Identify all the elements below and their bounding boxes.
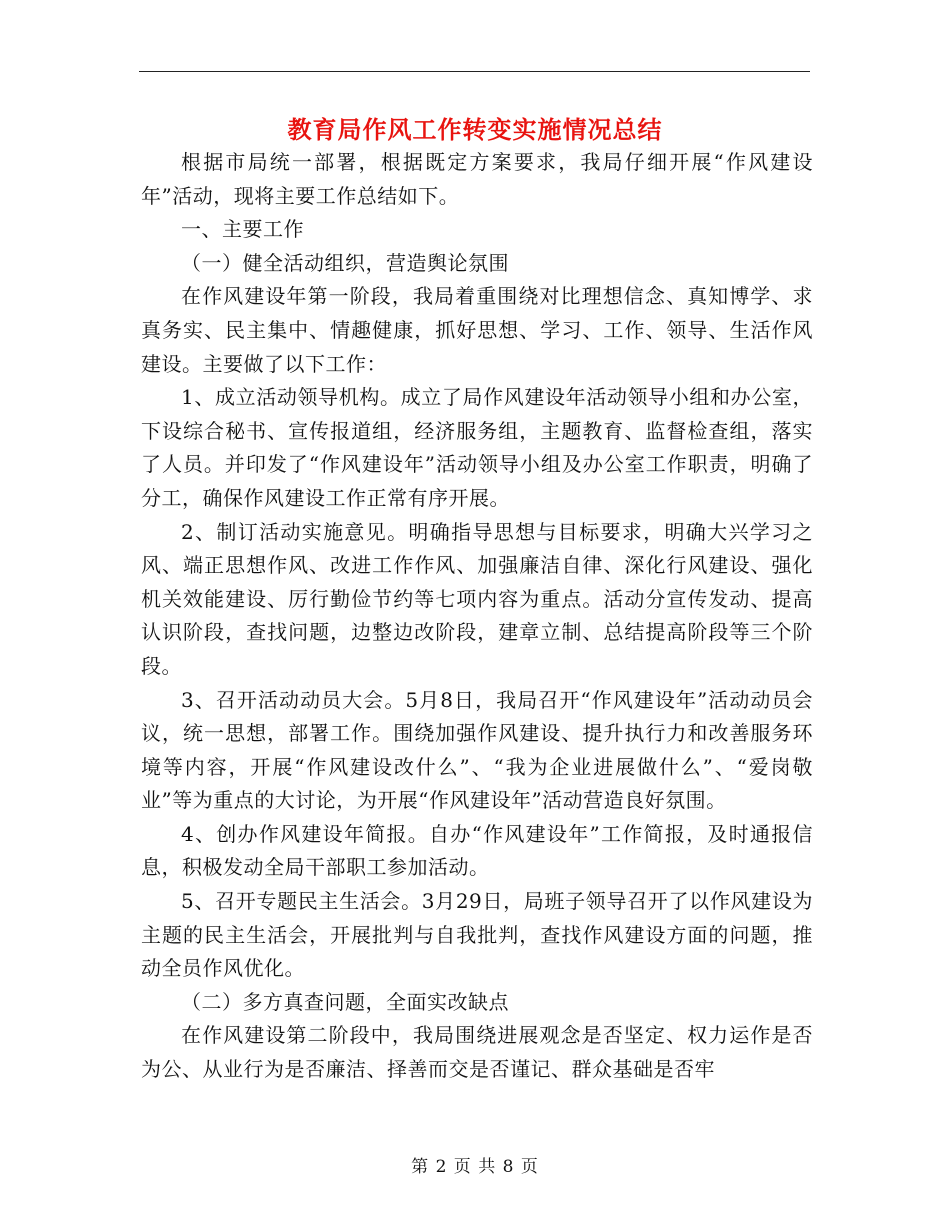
section-heading: 一、主要工作: [181, 217, 304, 242]
page-number: 第 2 页 共 8 页: [411, 1157, 539, 1177]
list-item: 5、召开专题民主生活会。3月29日，局班子领导召开了以作风建设为主题的民主生活会，开展批判与自我批判，查找作风建设方面的问题，推动全员作风优化。: [141, 889, 813, 981]
list-item: 2、制订活动实施意见。明确指导思想与目标要求，明确大兴学习之风、端正思想作风、改进工作作风、加强廉洁自律、深化行风建设、强化机关效能建设、厉行勤俭节约等七项内容为重点。活动分宣传发动、提高认识阶段，查找问题，边整边改阶段，建章立制、总结提高阶段等三个阶段。: [141, 519, 813, 678]
list-item: 1、成立活动领导机构。成立了局作风建设年活动领导小组和办公室，下设综合秘书、宣传报道组，经济服务组，主题教育、监督检查组，落实了人员。并印发了“作风建设年”活动领导小组及办公室工作职责，明确了分工，确保作风建设工作正常有序开展。: [141, 385, 813, 510]
list-item: 3、召开活动动员大会。5月8日，我局召开“作风建设年”活动动员会议，统一思想，部署工作。围绕加强作风建设、提升执行力和改善服务环境等内容，开展“作风建设改什么”、“我为企业进展做什么”、“爱岗敬业”等为重点的大讨论，为开展“作风建设年”活动营造良好氛围。: [141, 687, 813, 813]
document-title: 教育局作风工作转变实施情况总结: [287, 115, 663, 144]
header-rule: [139, 71, 810, 72]
subsection-heading: （一）健全活动组织，营造舆论氛围: [181, 250, 509, 275]
paragraph: 在作风建设年第一阶段，我局着重围绕对比理想信念、真知博学、求真务实、民主集中、情趣健康，抓好思想、学习、工作、领导、生活作风建设。主要做了以下工作：: [141, 284, 813, 376]
document-body: [141, 146, 813, 1087]
paragraph: 根据市局统一部署，根据既定方案要求，我局仔细开展“作风建设年”活动，现将主要工作总结如下。: [141, 150, 813, 208]
list-item: 4、创办作风建设年简报。自办“作风建设年”工作简报，及时通报信息，积极发动全局干部职工参加活动。: [141, 821, 813, 880]
paragraph: 在作风建设第二阶段中，我局围绕进展观念是否坚定、权力运作是否为公、从业行为是否廉洁、择善而交是否谨记、群众基础是否牢: [141, 1023, 813, 1082]
subsection-heading: （二）多方真查问题，全面实改缺点: [181, 989, 509, 1014]
